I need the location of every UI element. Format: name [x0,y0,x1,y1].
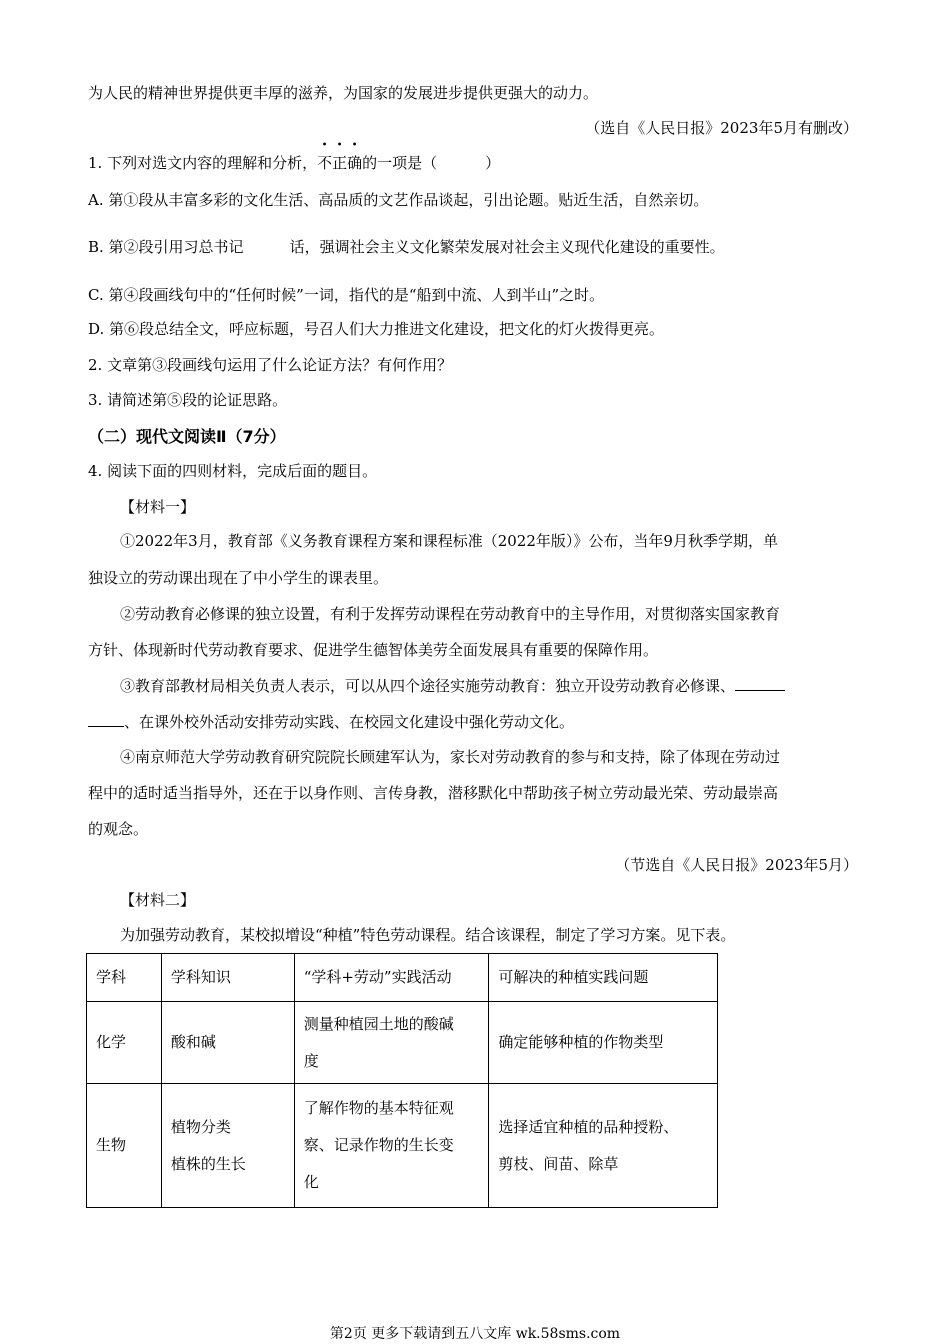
section2-title: （二）现代文阅读Ⅱ（7分） [88,427,286,446]
material1-p2-line1: ②劳动教育必修课的独立设置，有利于发挥劳动课程在劳动教育中的主导作用，对贯彻落实国家教育 [120,605,781,623]
material1-p3-line2 [88,711,574,732]
cell-line: 察、记录作物的生长变 [303,1136,454,1154]
table-cell-knowledge: 酸和碱 [161,1002,294,1084]
q1-stem-close: ） [485,154,501,172]
table-cell-activity [294,1084,489,1208]
q1-option-b-before: B. 第②段引用习总书记 [88,238,244,256]
table-cell-problem [489,1084,718,1208]
q2-stem: 2. 文章第③段画线句运用了什么论证方法？有何作用？ [88,356,453,374]
material1-p2-line2: 方针、体现新时代劳动教育要求、促进学生德智体美劳全面发展具有重要的保障作用。 [88,641,659,659]
material1-p4-line2: 程中的适时适当指导外，还在于以身作则、言传身教，潜移默化中帮助孩子树立劳动最光荣、劳动最崇高 [88,784,779,802]
cell-line: 度 [303,1051,319,1070]
q3-stem: 3. 请简述第⑤段的论证思路。 [88,391,288,409]
material1-source: （节选自《人民日报》2023年5月） [615,856,858,874]
table-row [87,1084,718,1208]
cell-line: 了解作物的基本特征观 [303,1099,454,1117]
intro-source: （选自《人民日报》2023年5月有删改） [585,119,858,137]
q1-stem-before: 1. 下列对选文内容的理解和分析， [88,154,318,172]
material1-p1-line1: ①2022年3月，教育部《义务教育课程方案和课程标准（2022年版）》公布，当年9月秋季学期，单 [120,532,778,550]
q1-stem [88,152,500,173]
material2-intro: 为加强劳动教育，某校拟增设“种植”特色劳动课程。结合该课程，制定了学习方案。见下表。 [120,926,736,944]
q1-emph-3: 确 [347,154,363,172]
cell-line: 剪枝、间苗、除草 [498,1154,619,1173]
cell-line: 植物分类 [170,1117,231,1136]
q1-stem-after: 的一项是（ [362,154,438,172]
table-cell-problem: 确定能够种植的作物类型 [489,1002,718,1084]
q1-option-d: D. 第⑥段总结全文，呼应标题，号召人们大力推进文化建设，把文化的灯火拨得更亮。 [88,320,665,338]
material1-p3-line1 [120,675,785,696]
cell-line: 选择适宜种植的品种授粉、 [498,1117,679,1136]
page-footer: 第2页 更多下载请到五八文库 wk.58sms.com [329,1326,621,1342]
material2-heading: 【材料二】 [120,891,196,909]
intro-tail-text: 为人民的精神世界提供更丰厚的滋养，为国家的发展进步提供更强大的动力。 [88,84,599,102]
table-cell-knowledge [161,1084,294,1208]
table-header-cell: 学科知识 [161,954,294,1002]
table-cell-activity [294,1002,489,1084]
q1-option-b-after: 话，强调社会主义文化繁荣发展对社会主义现代化建设的重要性。 [289,238,725,256]
material1-p3-text-2: 、在课外校外活动安排劳动实践、在校园文化建设中强化劳动文化。 [124,713,575,731]
q1-option-a: A. 第①段从丰富多彩的文化生活、高品质的文艺作品谈起，引出论题。贴近生活，自然亲切。 [88,191,709,209]
q4-stem: 4. 阅读下面的四则材料，完成后面的题目。 [88,462,378,480]
table-row [87,1002,718,1084]
q1-option-c: C. 第④段画线句中的“任何时候”一词，指代的是“船到中流、人到半山”之时。 [88,286,605,304]
q1-emph-2: 正 [332,154,348,172]
material1-p1-line2: 独设立的劳动课出现在了中小学生的课表里。 [88,569,389,587]
fill-blank-continued [88,714,124,727]
table-header-cell: “学科+劳动”实践活动 [294,954,489,1002]
table-header-row [87,954,718,1002]
table-header-cell: 学科 [87,954,162,1002]
study-plan-table [86,953,718,1208]
table-cell-subject: 生物 [87,1084,162,1208]
table-header-cell: 可解决的种植实践问题 [489,954,718,1002]
material1-p3-text: ③教育部教材局相关负责人表示，可以从四个途径实施劳动教育：独立开设劳动教育必修课、 [120,677,736,695]
q1-option-b [88,236,725,257]
table-cell-subject: 化学 [87,1002,162,1084]
fill-blank [735,678,785,691]
cell-line: 测量种植园土地的酸碱 [303,1014,454,1033]
material1-p4-line3: 的观念。 [88,820,149,838]
material1-heading: 【材料一】 [120,498,196,516]
cell-line: 化 [303,1173,319,1191]
cell-line: 植株的生长 [170,1154,246,1173]
material1-p4-line1: ④南京师范大学劳动教育研究院院长顾建军认为，家长对劳动教育的参与和支持，除了体现在劳动过 [120,748,781,766]
q1-emph-1: 不 [317,154,333,172]
